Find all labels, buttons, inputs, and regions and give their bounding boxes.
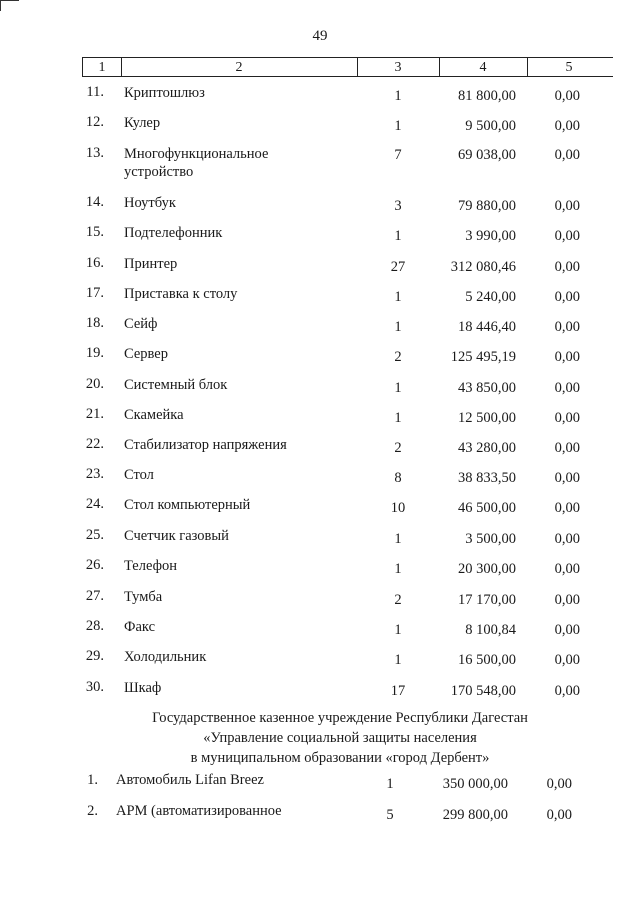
item-sum: 312 080,46 [450, 259, 516, 275]
item-residual: 0,00 [554, 349, 580, 365]
item-sum: 79 880,00 [458, 198, 516, 214]
item-quantity: 1 [394, 88, 402, 104]
row-number: 30. [85, 679, 104, 695]
item-residual: 0,00 [554, 622, 580, 638]
item-residual: 0,00 [554, 380, 580, 396]
item-quantity: 1 [394, 561, 402, 577]
row-number: 1. [87, 772, 98, 788]
item-quantity: 1 [394, 289, 402, 305]
row-number: 19. [85, 345, 104, 361]
item-name: Телефон [124, 558, 177, 574]
item-residual: 0,00 [554, 470, 580, 486]
item-sum: 9 500,00 [465, 118, 516, 134]
row-number: 20. [85, 376, 104, 392]
item-residual: 0,00 [554, 118, 580, 134]
item-residual: 0,00 [554, 88, 580, 104]
item-quantity: 27 [390, 259, 406, 275]
organization-title-line-3: в муниципальном образовании «город Дербент» [190, 750, 490, 766]
item-sum: 43 280,00 [458, 440, 516, 456]
item-quantity: 1 [394, 319, 402, 335]
row-number: 16. [85, 255, 104, 271]
item-name: Системный блок [124, 377, 228, 393]
item-name: Сервер [124, 346, 168, 362]
item-sum: 20 300,00 [458, 561, 516, 577]
item-quantity: 1 [394, 652, 402, 668]
item-quantity: 1 [394, 228, 402, 244]
column-header-3: 3 [357, 58, 440, 76]
item-quantity: 1 [394, 410, 402, 426]
item-residual: 0,00 [554, 561, 580, 577]
item-quantity: 8 [394, 470, 402, 486]
item-quantity: 3 [394, 198, 402, 214]
item-quantity: 1 [394, 622, 402, 638]
item-sum: 18 446,40 [458, 319, 516, 335]
row-number: 24. [85, 496, 104, 512]
item-quantity: 2 [394, 349, 402, 365]
item-residual: 0,00 [554, 147, 580, 163]
item-name: Принтер [124, 256, 178, 272]
item-sum: 17 170,00 [458, 592, 516, 608]
row-number: 27. [85, 588, 104, 604]
item-name: Скамейка [124, 407, 184, 423]
item-quantity: 1 [394, 380, 402, 396]
row-number: 23. [85, 466, 104, 482]
item-quantity: 7 [394, 147, 402, 163]
item-name: Приставка к столу [124, 286, 238, 302]
item-name: АРМ (автоматизированное [116, 803, 282, 819]
column-header-row [82, 57, 613, 77]
item-sum: 125 495,19 [450, 349, 516, 365]
column-header-5: 5 [565, 60, 573, 75]
item-sum: 299 800,00 [442, 807, 508, 823]
item-residual: 0,00 [554, 410, 580, 426]
item-sum: 3 990,00 [465, 228, 516, 244]
item-name: Факс [124, 619, 156, 635]
item-sum: 350 000,00 [442, 776, 508, 792]
item-name: Сейф [124, 316, 158, 332]
item-name: Стол компьютерный [124, 497, 251, 513]
item-residual: 0,00 [546, 776, 572, 792]
item-residual: 0,00 [546, 807, 572, 823]
item-sum: 12 500,00 [458, 410, 516, 426]
item-sum: 16 500,00 [458, 652, 516, 668]
row-number: 21. [85, 406, 104, 422]
row-number: 13. [85, 145, 104, 161]
organization-title-line-1: Государственное казенное учреждение Республики Дагестан [152, 710, 528, 726]
item-sum: 43 850,00 [458, 380, 516, 396]
row-number: 11. [86, 84, 104, 100]
item-residual: 0,00 [554, 652, 580, 668]
item-residual: 0,00 [554, 289, 580, 305]
item-name: Кулер [124, 115, 161, 131]
item-sum: 5 240,00 [465, 289, 516, 305]
item-name: Ноутбук [124, 195, 176, 211]
item-residual: 0,00 [554, 592, 580, 608]
row-number: 17. [85, 285, 104, 301]
column-header-2: 2 [121, 58, 358, 76]
item-residual: 0,00 [554, 198, 580, 214]
row-number: 26. [85, 557, 104, 573]
item-quantity: 2 [394, 440, 402, 456]
item-residual: 0,00 [554, 259, 580, 275]
item-sum: 38 833,50 [458, 470, 516, 486]
row-number: 29. [85, 648, 104, 664]
item-name: Холодильник [124, 649, 207, 665]
item-name: Автомобиль Lifan Breez [116, 772, 264, 788]
item-sum: 8 100,84 [465, 622, 516, 638]
item-residual: 0,00 [554, 531, 580, 547]
row-number: 25. [85, 527, 104, 543]
item-quantity: 1 [394, 531, 402, 547]
item-quantity: 10 [390, 500, 406, 516]
row-number: 12. [85, 114, 104, 130]
item-quantity: 5 [386, 807, 394, 823]
item-name: Многофункциональное устройство [124, 146, 269, 180]
item-name: Тумба [124, 589, 163, 605]
row-number: 2. [87, 803, 98, 819]
item-sum: 46 500,00 [458, 500, 516, 516]
item-name: Подтелефонник [124, 225, 223, 241]
item-name: Счетчик газовый [124, 528, 229, 544]
column-header-1: 1 [83, 58, 122, 76]
row-number: 14. [85, 194, 104, 210]
item-sum: 69 038,00 [458, 147, 516, 163]
item-sum: 170 548,00 [450, 683, 516, 699]
item-quantity: 17 [390, 683, 406, 699]
item-name: Стол [124, 467, 154, 483]
item-sum: 81 800,00 [458, 88, 516, 104]
row-number: 28. [85, 618, 104, 634]
item-residual: 0,00 [554, 500, 580, 516]
organization-title-line-2: «Управление социальной защиты населения [203, 730, 477, 746]
item-residual: 0,00 [554, 683, 580, 699]
item-name: Стабилизатор напряжения [124, 437, 287, 453]
row-number: 22. [85, 436, 104, 452]
organization-title [100, 708, 580, 768]
item-residual: 0,00 [554, 228, 580, 244]
item-name: Шкаф [124, 680, 162, 696]
item-quantity: 2 [394, 592, 402, 608]
item-sum: 3 500,00 [465, 531, 516, 547]
item-quantity: 1 [386, 776, 394, 792]
row-number: 18. [85, 315, 104, 331]
item-name: Криптошлюз [124, 85, 205, 101]
item-quantity: 1 [394, 118, 402, 134]
column-header-4: 4 [439, 58, 528, 76]
row-number: 15. [85, 224, 104, 240]
page-number: 49 [312, 28, 328, 44]
scan-corner-mark [0, 0, 19, 11]
item-residual: 0,00 [554, 319, 580, 335]
item-residual: 0,00 [554, 440, 580, 456]
